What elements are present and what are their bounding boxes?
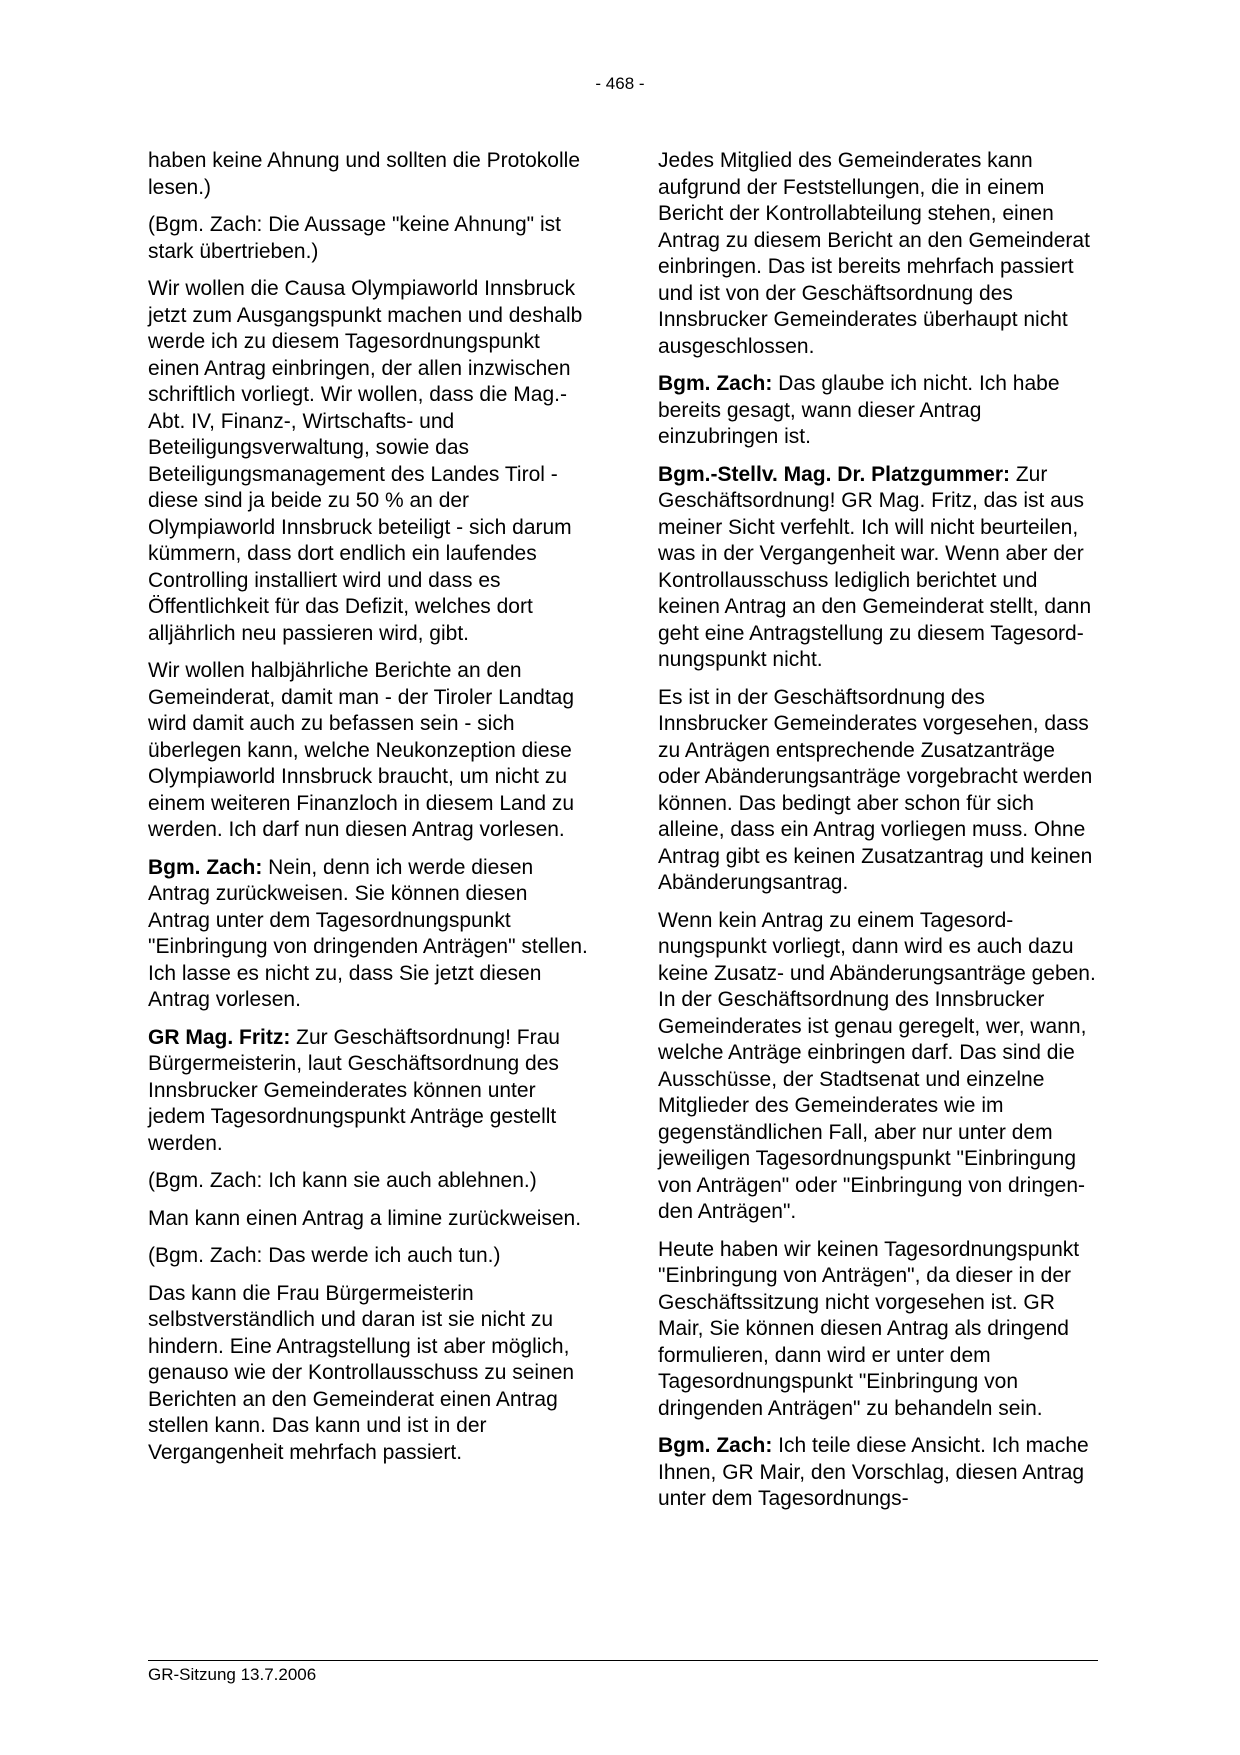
- paragraph-text: (Bgm. Zach: Das werde ich auch tun.): [148, 1244, 501, 1267]
- paragraph-text: Es ist in der Geschäftsordnung des Innsbrucker Gemeinderates vorgesehen, dass zu Anträgen entsprechende Zusatzanträge oder Abänderungsanträge vorgebracht werden können. Das bedingt aber schon für sich alleine, dass ein Antrag vorliegen muss. Ohne Antrag gibt es keinen Zusatzantrag und keinen Abänderungsantrag.: [658, 685, 1093, 894]
- page-number: - 468 -: [595, 74, 645, 93]
- paragraph: [658, 148, 1098, 360]
- paragraph: [148, 212, 588, 265]
- speaker-name: GR Mag. Fritz:: [148, 1025, 291, 1049]
- paragraph-text: Nein, denn ich werde diesen Antrag zurückweisen. Sie können diesen Antrag unter dem Tagesordnungspunkt "Einbringung von dringenden Anträgen" stellen. Ich lasse es nicht zu, dass Sie jetzt diesen Antrag vorlesen.: [148, 855, 588, 1011]
- paragraph-text: Das glaube ich nicht. Ich habe bereits gesagt, wann dieser Antrag einzubringen ist.: [658, 372, 1060, 448]
- paragraph: [658, 371, 1098, 451]
- paragraph-text: Zur Geschäftsordnung! Frau Bürgermeisterin, laut Geschäftsordnung des Innsbrucker Gemeinderates können unter jedem Tagesordnungspunkt Anträge gestellt werden.: [148, 1025, 560, 1155]
- paragraph: [148, 855, 588, 1014]
- paragraph: [658, 1237, 1098, 1423]
- left-column: [148, 148, 588, 1477]
- paragraph-text: Wir wollen die Causa Olympiaworld Innsbruck jetzt zum Ausgangspunkt machen und deshalb werde ich zu diesem Tagesordnungspunkt einen Antrag einbringen, der allen inzwischen schriftlich vorliegt. Wir wollen, dass die Mag.-Abt. IV, Finanz-, Wirtschafts- und Beteiligungsverwaltung, sowie das Beteiligungsmanagement des Landes Tirol - diese sind ja beide zu 50 % an der Olympiaworld Innsbruck beteiligt - sich darum kümmern, dass dort endlich ein laufendes Controlling installiert wird und dass es Öffentlichkeit für das Defizit, welches dort alljährlich neu passieren wird, gibt.: [148, 277, 583, 645]
- paragraph-text: (Bgm. Zach: Die Aussage "keine Ahnung" ist stark übertrieben.): [148, 213, 561, 263]
- paragraph: [658, 462, 1098, 674]
- paragraph: [658, 908, 1098, 1226]
- paragraph: [148, 1243, 588, 1270]
- paragraph-text: Ich teile diese Ansicht. Ich mache Ihnen, GR Mair, den Vorschlag, diesen Antrag unter dem Tagesordnungs-: [658, 1434, 1089, 1510]
- paragraph-text: Jedes Mitglied des Gemeinderates kann aufgrund der Feststellungen, die in einem Bericht der Kontrollabteilung stehen, einen Antrag zu diesem Bericht an den Gemeinderat einbringen. Das ist bereits mehrfach passiert und ist von der Geschäftsordnung des Innsbrucker Gemeinderates überhaupt nicht ausgeschlossen.: [658, 149, 1090, 358]
- speaker-name: Bgm. Zach:: [148, 855, 263, 879]
- paragraph: [148, 276, 588, 647]
- paragraph-text: Heute haben wir keinen Tagesordnungspunkt "Einbringung von Anträgen", da dieser in der Geschäftssitzung nicht vorgesehen ist. GR Mair, Sie können diesen Antrag als dringend formulieren, dann wird er unter dem Tagesordnungspunkt "Einbringung von dringenden Anträgen" zu behandeln sein.: [658, 1237, 1080, 1420]
- speaker-name: Bgm. Zach:: [658, 1434, 773, 1457]
- paragraph: [658, 1433, 1098, 1513]
- paragraph-text: Man kann einen Antrag a limine zurückweisen.: [148, 1206, 582, 1230]
- paragraph-text: Wenn kein Antrag zu einem Tagesordnungspunkt vorliegt, dann wird es auch dazu keine Zusatz- und Abänderungsanträge geben. In der Geschäftsordnung des Innsbrucker Gemeinderates ist genau geregelt, wer, wann, welche Anträge einbringen darf. Das sind die Ausschüsse, der Stadtsenat und einzelne Mitglieder des Gemeinderates wie im gegenständlichen Fall, aber nur unter dem jeweiligen Tagesordnungspunkt "Einbringung von Anträgen" oder "Einbringung von dringenden Anträgen".: [658, 908, 1096, 1223]
- paragraph: [148, 1206, 588, 1233]
- paragraph: [658, 685, 1098, 897]
- paragraph-text: (Bgm. Zach: Ich kann sie auch ablehnen.): [148, 1169, 537, 1192]
- paragraph: [148, 1168, 588, 1195]
- paragraph-text: Wir wollen halbjährliche Berichte an den Gemeinderat, damit man - der Tiroler Landtag wird damit auch zu befassen sein - sich überlegen kann, welche Neukonzeption diese Olympiaworld Innsbruck braucht, um nicht zu einem weiteren Finanzloch in diesem Land zu werden. Ich darf nun diesen Antrag vorlesen.: [148, 659, 575, 841]
- footer-divider: [148, 1660, 1098, 1661]
- paragraph: [148, 658, 588, 844]
- footer-text: GR-Sitzung 13.7.2006: [148, 1665, 317, 1684]
- speaker-name: Bgm.-Stellv. Mag. Dr. Platzgummer:: [658, 462, 1011, 486]
- paragraph: [148, 1025, 588, 1158]
- right-column: [658, 148, 1098, 1524]
- paragraph: [148, 148, 588, 201]
- paragraph-text: Das kann die Frau Bürgermeisterin selbstverständlich und daran ist sie nicht zu hindern. Eine Antragstellung ist aber möglich, genauso wie der Kontrollausschuss zu seinen Berichten an den Gemeinderat einen Antrag stellen kann. Das kann und ist in der Vergangenheit mehrfach passiert.: [148, 1281, 575, 1464]
- paragraph-text: haben keine Ahnung und sollten die Protokolle lesen.): [148, 149, 580, 199]
- paragraph: [148, 1281, 588, 1467]
- speaker-name: Bgm. Zach:: [658, 372, 773, 395]
- paragraph-text: Zur Geschäftsordnung! GR Mag. Fritz, das ist aus meiner Sicht verfehlt. Ich will nicht beurteilen, was in der Vergangenheit war. Wenn aber der Kontrollausschuss lediglich berichtet und keinen Antrag an den Gemeinderat stellt, dann geht eine Antragstellung zu diesem Tagesordnungspunkt nicht.: [658, 462, 1092, 671]
